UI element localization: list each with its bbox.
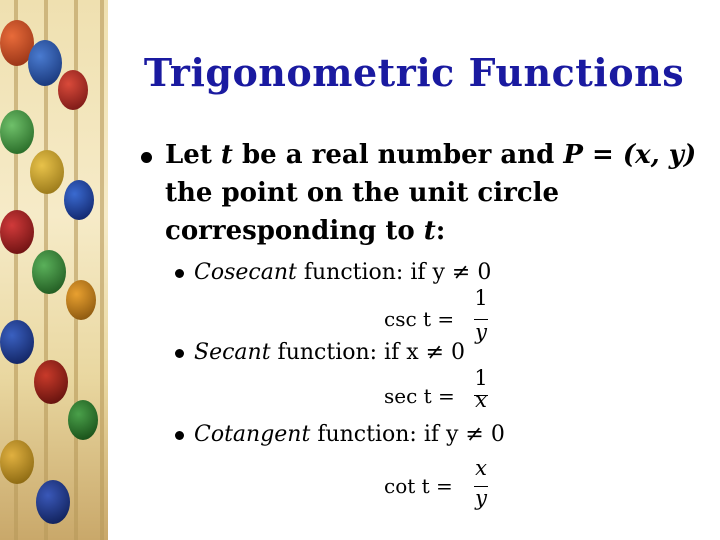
function-name: Cosecant [194,260,297,285]
formula-lhs: sec t = [384,384,455,408]
intro-line-3: corresponding to t: [165,216,446,246]
cotangent-item [175,422,505,447]
point-definition: P = (x, y) [563,140,697,170]
formula-lhs: cot t = [384,474,453,498]
function-condition: function: if y ≠ 0 [317,422,505,447]
intro-paragraph [165,136,705,250]
secant-formula [380,366,500,420]
formula-fraction: x y [475,456,487,510]
function-condition: function: if x ≠ 0 [277,340,466,365]
formula-lhs: csc t = [384,307,455,331]
intro-line-2: the point on the unit circle [165,178,560,208]
cotangent-formula [380,456,500,520]
abacus-background-image [0,0,108,540]
slide-title: Trigonometric Functions [143,50,685,95]
sub-bullet-icon [175,349,184,358]
formula-fraction: 1 y [474,286,488,344]
sub-bullet-icon [175,269,184,278]
bullet-icon [141,152,152,163]
cosecant-item [175,260,491,285]
function-condition: function: if y ≠ 0 [303,260,492,285]
sub-bullet-icon [175,431,184,440]
function-name: Secant [194,340,271,365]
secant-item [175,340,465,365]
function-name: Cotangent [194,422,311,447]
formula-fraction: 1 x [474,366,488,412]
intro-line-1: Let t be a real number and P = (x, y) [165,140,697,170]
